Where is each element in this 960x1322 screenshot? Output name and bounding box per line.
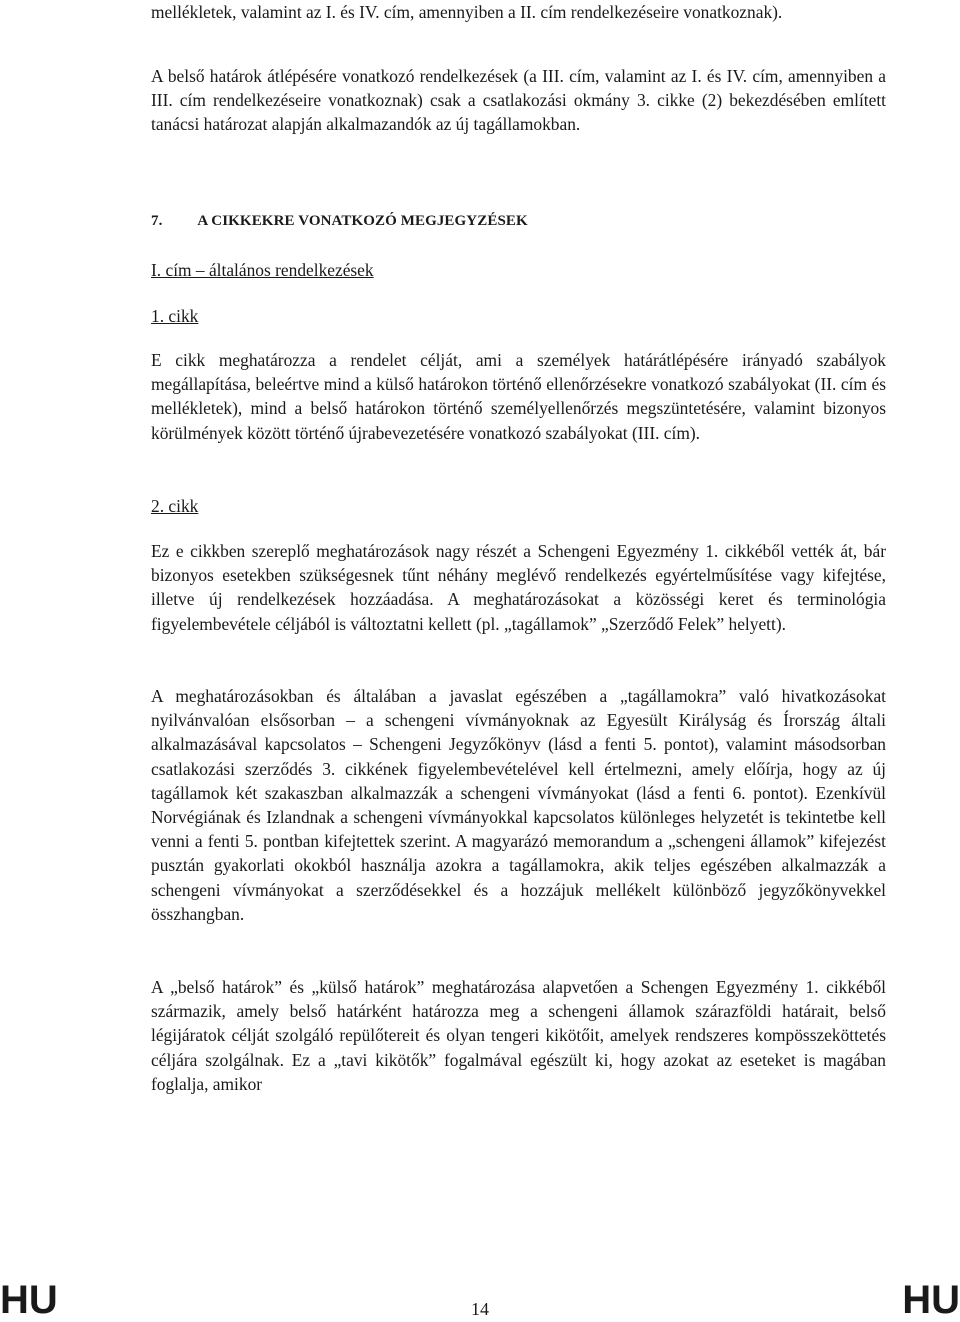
section-heading <box>151 213 528 230</box>
paragraph-text: mellékletek, valamint az I. és IV. cím, amennyiben a II. cím rendelkezéseire vonatkoznak). <box>151 2 783 22</box>
article-1-heading: 1. cikk <box>151 306 199 326</box>
article-2-heading: 2. cikk <box>151 496 199 516</box>
article-2-paragraph-2 <box>151 684 886 926</box>
article-1-body <box>151 348 886 445</box>
article-2-paragraph-3 <box>151 975 886 1096</box>
paragraph-text: E cikk meghatározza a rendelet célját, ami a személyek határátlépésére irányadó szabályok megállapítása, beleértve mind a külső határokon történő ellenőrzésekre vonatkozó szabályokat (II. cím és mellékletek), mind a belső határokon történő személyellenőrzés megszüntetésére, valamint bizonyos körülmények között történő újrabevezetésére vonatkozó szabályokat (III. cím). <box>151 350 886 443</box>
paragraph-text: Ez e cikkben szereplő meghatározások nagy részét a Schengeni Egyezmény 1. cikkéből vették át, bár bizonyos esetekben szükségesnek tűnt néhány meglévő rendelkezés egyértelműsítése vagy kifejtése, illetve új rendelkezések hozzáadása. A meghatározásokat a közösségi keret és terminológia figyelembevétele céljából is változtatni kellett (pl. „tagállamok” „Szerződő Felek” helyett). <box>151 541 886 634</box>
section-number: 7. <box>151 213 163 229</box>
footer-language-right: HU <box>902 1278 960 1322</box>
article-2-paragraph-1 <box>151 539 886 636</box>
paragraph-text: A meghatározásokban és általában a javaslat egészében a „tagállamokra” való hivatkozásokat nyilvánvalóan elsősorban – a schengeni vívmányoknak az Egyesült Királyság és Írország általi alkalmazásával kapcsolatos – Schengeni Jegyzőkönyv (lásd a fenti 5. pontot), valamint másodsorban csatlakozási szerződés 3. cikkének figyelembevételével kell értelmezni, amely előírja, hogy az új tagállamok két szakaszban alkalmazzák a schengeni vívmányokat (lásd a fenti 6. pontot). Ezenkívül Norvégiának és Izlandnak a schengeni vívmányokkal kapcsolatos különleges helyzetét is tekintetbe kell venni a fenti 5. pontban kifejtettek szerint. A magyarázó memorandum a „schengeni államok” kifejezést pusztán gyakorlati okokból használja azokra a tagállamokra, akik teljes egészében alkalmazzák a schengeni vívmányokat a szerződésekkel és a hozzájuk mellékelt különböző jegyzőkönyvekkel összhangban. <box>151 686 886 924</box>
footer-language-left: HU <box>0 1278 58 1322</box>
page-number: 14 <box>471 1299 489 1319</box>
paragraph-text: A belső határok átlépésére vonatkozó rendelkezések (a III. cím, valamint az I. és IV. cím, amennyiben a III. cím rendelkezéseire vonatkoznak) csak a csatlakozási okmány 3. cikke (2) bekezdésében említett tanácsi határozat alapján alkalmazandók az új tagállamokban. <box>151 66 886 135</box>
paragraph-text: A „belső határok” és „külső határok” meghatározása alapvetően a Schengen Egyezmény 1. cikkéből származik, amely belső határként határozza meg a schengeni államok szárazföldi határait, belső légijáratok célját szolgáló repülőtereit és olyan tengeri kikötőit, amelyek rendszeres kompösszeköttetés céljára szolgálnak. Ez a „tavi kikötők” fogalmával egészült ki, hogy azokat az eseteket is magában foglalja, amikor <box>151 977 886 1094</box>
paragraph-intro-2 <box>151 64 886 137</box>
section-title: A CIKKEKRE VONATKOZÓ MEGJEGYZÉSEK <box>197 213 528 229</box>
paragraph-intro-1 <box>151 0 886 24</box>
title-heading: I. cím – általános rendelkezések <box>151 260 374 280</box>
